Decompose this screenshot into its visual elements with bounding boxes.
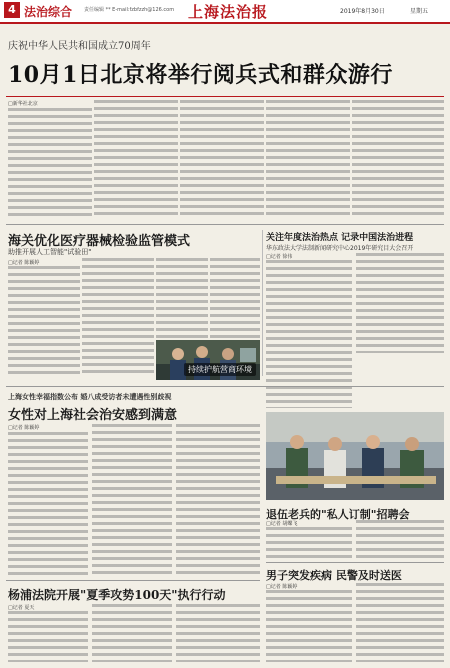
lead-divider — [6, 96, 444, 97]
story6-headline: 男子突发疾病 民警及时送医 — [266, 569, 402, 582]
story6-column-1 — [266, 590, 352, 662]
story6-column-2 — [356, 583, 444, 662]
enforcement-photo — [156, 340, 260, 380]
editor-contact: 责任编辑 ** E-mail:fzbfzzh@126.com — [84, 7, 175, 13]
issue-date: 2019年8月30日 — [340, 8, 385, 15]
lead-column-5 — [352, 100, 444, 218]
lead-headline: 10月1日北京将举行阅兵式和群众游行 — [8, 62, 393, 88]
story4-byline: □记者 陈颖婷 — [8, 425, 40, 431]
story4-column-2 — [92, 424, 172, 576]
story2-column-3 — [156, 258, 208, 338]
story4-column-1 — [8, 432, 88, 576]
story2-column-1 — [8, 266, 80, 374]
story5-headline: 退伍老兵的"私人订制"招聘会 — [266, 508, 410, 521]
section-divider-4 — [6, 580, 260, 581]
page-number: 4 — [4, 2, 20, 18]
story4-kicker: 上海女性幸福指数公布 婚八成受访者未遭遇性别歧视 — [8, 393, 172, 401]
story6-byline: □记者 陈颖婷 — [266, 584, 298, 590]
lead-column-1 — [8, 108, 92, 218]
story3-headline: 关注年度法治热点 记录中国法治进程 — [266, 233, 414, 243]
section-divider-2 — [6, 386, 444, 387]
column-divider — [262, 230, 263, 376]
story2-byline: □记者 陈颖婷 — [8, 260, 40, 266]
lead-column-3 — [180, 100, 264, 218]
section-divider-3 — [266, 562, 444, 563]
job-fair-photo-art — [266, 412, 444, 500]
story7-byline: □记者 夏天 — [8, 605, 35, 611]
page-header — [0, 0, 450, 24]
story2-column-2 — [82, 258, 154, 374]
story3-column-2 — [356, 253, 444, 353]
lead-column-2 — [94, 100, 178, 218]
story3-subtitle: 华东政法大学法制新闻研究中心2019年研究目大会召开 — [266, 245, 414, 252]
story7-headline: 杨浦法院开展"夏季攻势100天"执行行动 — [8, 588, 226, 602]
section-divider — [6, 224, 444, 225]
lead-byline: □新华社北京 — [8, 101, 38, 107]
section-title: 法治综合 — [24, 5, 73, 19]
story2-headline: 海关优化医疗器械检验监管模式 — [8, 234, 191, 249]
story2-column-4 — [210, 258, 260, 338]
story4-column-3 — [176, 424, 260, 576]
lead-kicker: 庆祝中华人民共和国成立70周年 — [8, 41, 151, 52]
story7-column-3 — [176, 604, 260, 662]
job-fair-photo — [266, 412, 444, 500]
masthead-logo: 上海法治报 — [188, 3, 269, 21]
story7-column-2 — [92, 604, 172, 662]
story5-byline: □记者 胡蝶飞 — [266, 521, 298, 527]
story5-column-1 — [266, 527, 352, 559]
lead-column-4 — [266, 100, 350, 218]
story3-byline: □记者 徐伟 — [266, 254, 293, 260]
photo-caption: 持续护航营商环境 — [184, 363, 256, 376]
story7-column-1 — [8, 611, 88, 662]
story2-subtitle: 助推开展人工智能"试验田" — [8, 248, 92, 256]
story5-column-2 — [356, 520, 444, 559]
issue-weekday: 星期五 — [410, 8, 429, 15]
story4-headline: 女性对上海社会治安感到满意 — [8, 408, 178, 423]
